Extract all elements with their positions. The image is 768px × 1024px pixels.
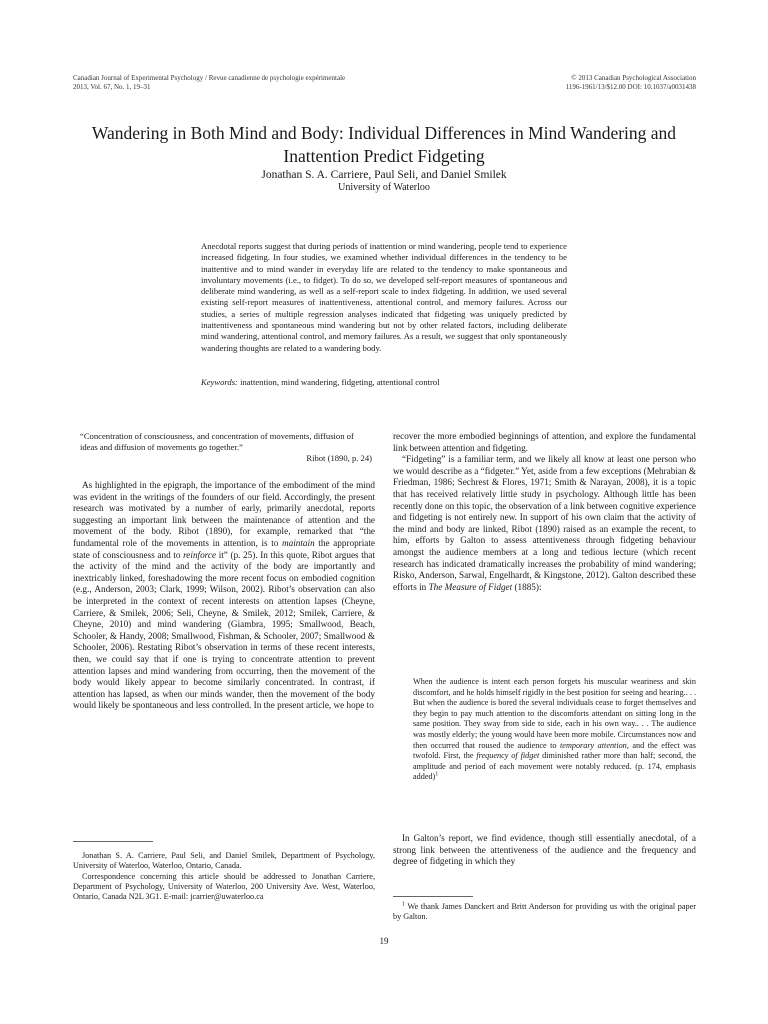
author-affiliation: University of Waterloo xyxy=(338,182,430,193)
italic-run: reinforce xyxy=(183,549,217,560)
keywords-text: inattention, mind wandering, fidgeting, attentional control xyxy=(237,377,440,387)
body-paragraph: recover the more embodied beginnings of attention, and explore the fundamental link between attention and fidgeting. xyxy=(393,431,696,453)
footnote-divider xyxy=(393,896,473,897)
body-paragraph xyxy=(393,454,696,593)
text-run: When the audience is intent each person forgets his muscular weariness and skin discomfort, and he holds himself rigidly in the best position for seeing and hearing.. . . But when the audience is bored the several individuals cease to forget themselves and they begin to pay much attention to the discomforts attendant on sitting long in the same position. They sway from side to side, each in his own way.. . . The audience was mostly elderly; the young would have been more mobile. Circumstances now and then occurred that roused the audience to xyxy=(413,677,696,750)
text-run: it” (p. 25). In this quote, Ribot argues that the activity of the mind and the activity of the body are importantly and inextricably linked, foreshadowing the more recent focus on embodied cognition (e.g., Anderson, 2003; Clark, 1999; Wilson, 2002). Ribot’s observation can also be interpreted in the context of recent interests on attention lapses (Cheyne, Carriere, & Smilek, 2006; Seli, Cheyne, & Smilek, 2012; Smilek, Carriere, & Cheyne, 2010) and mind wandering (Giambra, 1995; Smallwood, Beach, Schooler, & Handy, 2008; Smallwood, Fishman, & Schooler, 2007; Smallwood & Schooler, 2006). Restating Ribot’s observation in terms of these recent interests, then, we could say that if one is trying to concentrate attention to prevent attention lapses and mind wandering from occurring, then the movement of the body would likely appear to become similarly concentrated. In contrast, if attention has lapsed, as when our minds wander, then the movement of the body would likely be spontaneous and less controlled. In the present article, we hope to xyxy=(73,549,375,711)
body-paragraph: In Galton’s report, we find evidence, though still essentially anecdotal, of a strong link between the attentiveness of the audience and the frequency and degree of fidgeting in which they xyxy=(393,833,696,867)
italic-run: maintain xyxy=(282,537,315,548)
text-run: “Fidgeting” is a familiar term, and we likely all know at least one person who we would describe as a “fidgeter.” Yet, aside from a few exceptions (Mehrabian & Friedman, 1986; Sechrest & Flores, 1971; Smith & Narayan, 2008), it is a topic that has received relatively little study in psychology. Although little has been recently done on this topic, the observation of a link between cognitive experience and fidgeting is not entirely new. In support of his own claim that the activity of the mind and body are linked, Ribot (1890) raised as an example the recent, to him, efforts by Galton to assess attentiveness through fidgeting behaviour amongst the audience members at a long and tedious lecture (which recent research has indicated dramatically increases the probability of mind wandering; Risko, Anderson, Sarwal, Engelhardt, & Kingstone, 2012). Galton described these efforts in xyxy=(393,454,696,592)
keywords xyxy=(201,377,567,388)
text-run: As highlighted in the epigraph, the importance of the embodiment of the mind was evident in the writings of the founders of our field. Accordingly, the present research was motivated by a number of early, primarily anecdotal, reports suggesting an important link between the maintenance of attention and the movement of the body. Ribot (1890), for example, remarked that “the fundamental role of the movements in attention, is to xyxy=(73,480,375,548)
footnote-number: 1 xyxy=(402,901,405,908)
text-run: (1885): xyxy=(512,581,542,592)
right-column-body-top xyxy=(393,431,696,593)
author-list: Jonathan S. A. Carriere, Paul Seli, and Daniel Smilek xyxy=(261,169,507,181)
keywords-label: Keywords: xyxy=(201,377,238,387)
epigraph xyxy=(80,431,372,463)
article-title: Wandering in Both Mind and Body: Individual Differences in Mind Wandering and Inattention Predict Fidgeting xyxy=(91,123,677,166)
italic-run: temporary attention xyxy=(560,740,627,750)
journal-header xyxy=(73,74,413,92)
epigraph-quote: “Concentration of consciousness, and concentration of movements, diffusion of ideas and diffusion of movements go together.” xyxy=(80,431,354,452)
text-run: diminished rather more than half; second, the amplitude and period of each movement were notably reduced. (p. 174, emphasis added) xyxy=(413,751,696,782)
author-note xyxy=(73,851,375,902)
block-quote xyxy=(413,677,696,783)
copyright-text: © 2013 Canadian Psychological Association xyxy=(571,74,696,82)
footnote xyxy=(393,902,696,923)
footnote-text: We thank James Danckert and Britt Anderson for providing us with the original paper by Galton. xyxy=(393,902,696,922)
epigraph-source: Ribot (1890, p. 24) xyxy=(306,452,372,463)
journal-name: Canadian Journal of Experimental Psychology / Revue canadienne de psychologie expérimentale xyxy=(73,74,346,82)
left-column-body xyxy=(73,480,375,712)
body-paragraph xyxy=(73,480,375,712)
footnote-marker: 1 xyxy=(435,771,439,778)
italic-run: The Measure of Fidget xyxy=(428,581,513,592)
copyright-header xyxy=(440,74,696,92)
right-column-body-bottom xyxy=(393,833,696,868)
correspondence-paragraph: Correspondence concerning this article should be addressed to Jonathan Carriere, Department of Psychology, University of Waterloo, 200 University Ave. West, Waterloo, Ontario, Canada N2L 3G1. E-mail: jcarrier@uwaterloo.ca xyxy=(73,871,375,902)
author-note-paragraph: Jonathan S. A. Carriere, Paul Seli, and Daniel Smilek, Department of Psychology, University of Waterloo, Waterloo, Ontario, Canada. xyxy=(73,851,375,871)
text-run: the appropriate state of consciousness and to xyxy=(73,537,375,560)
journal-volume: 2013, Vol. 67, No. 1, 19–31 xyxy=(73,83,151,91)
doi-text: 1196-1961/13/$12.00 DOI: 10.1037/a0031438 xyxy=(565,83,696,91)
italic-run: frequency of fidget xyxy=(476,751,540,761)
text-run: , and the effect was twofold. First, the xyxy=(413,740,696,761)
abstract: Anecdotal reports suggest that during periods of inattention or mind wandering, people tend to experience increased fidgeting. In four studies, we examined whether individual differences in the tendency to be inattentive and to mind wander in everyday life are related to the tendency to make spontaneous and involuntary movements (i.e., to fidget). To do so, we developed self-report measures of spontaneous and deliberate mind wandering, as well as a self-report scale to index fidgeting. In addition, we used several existing self-report measures of inattentiveness, attentional control, and memory failures. Across our studies, a series of multiple regression analyses indicated that fidgeting was uniquely predicted by inattentiveness and spontaneous mind wandering but not by other related factors, including deliberate mind wandering, attentional control, and memory failures. As a result, we suggest that only spontaneously wandering thoughts are related to a wandering body. xyxy=(201,241,567,353)
footnote-divider xyxy=(73,841,153,842)
page-number: 19 xyxy=(379,936,389,946)
